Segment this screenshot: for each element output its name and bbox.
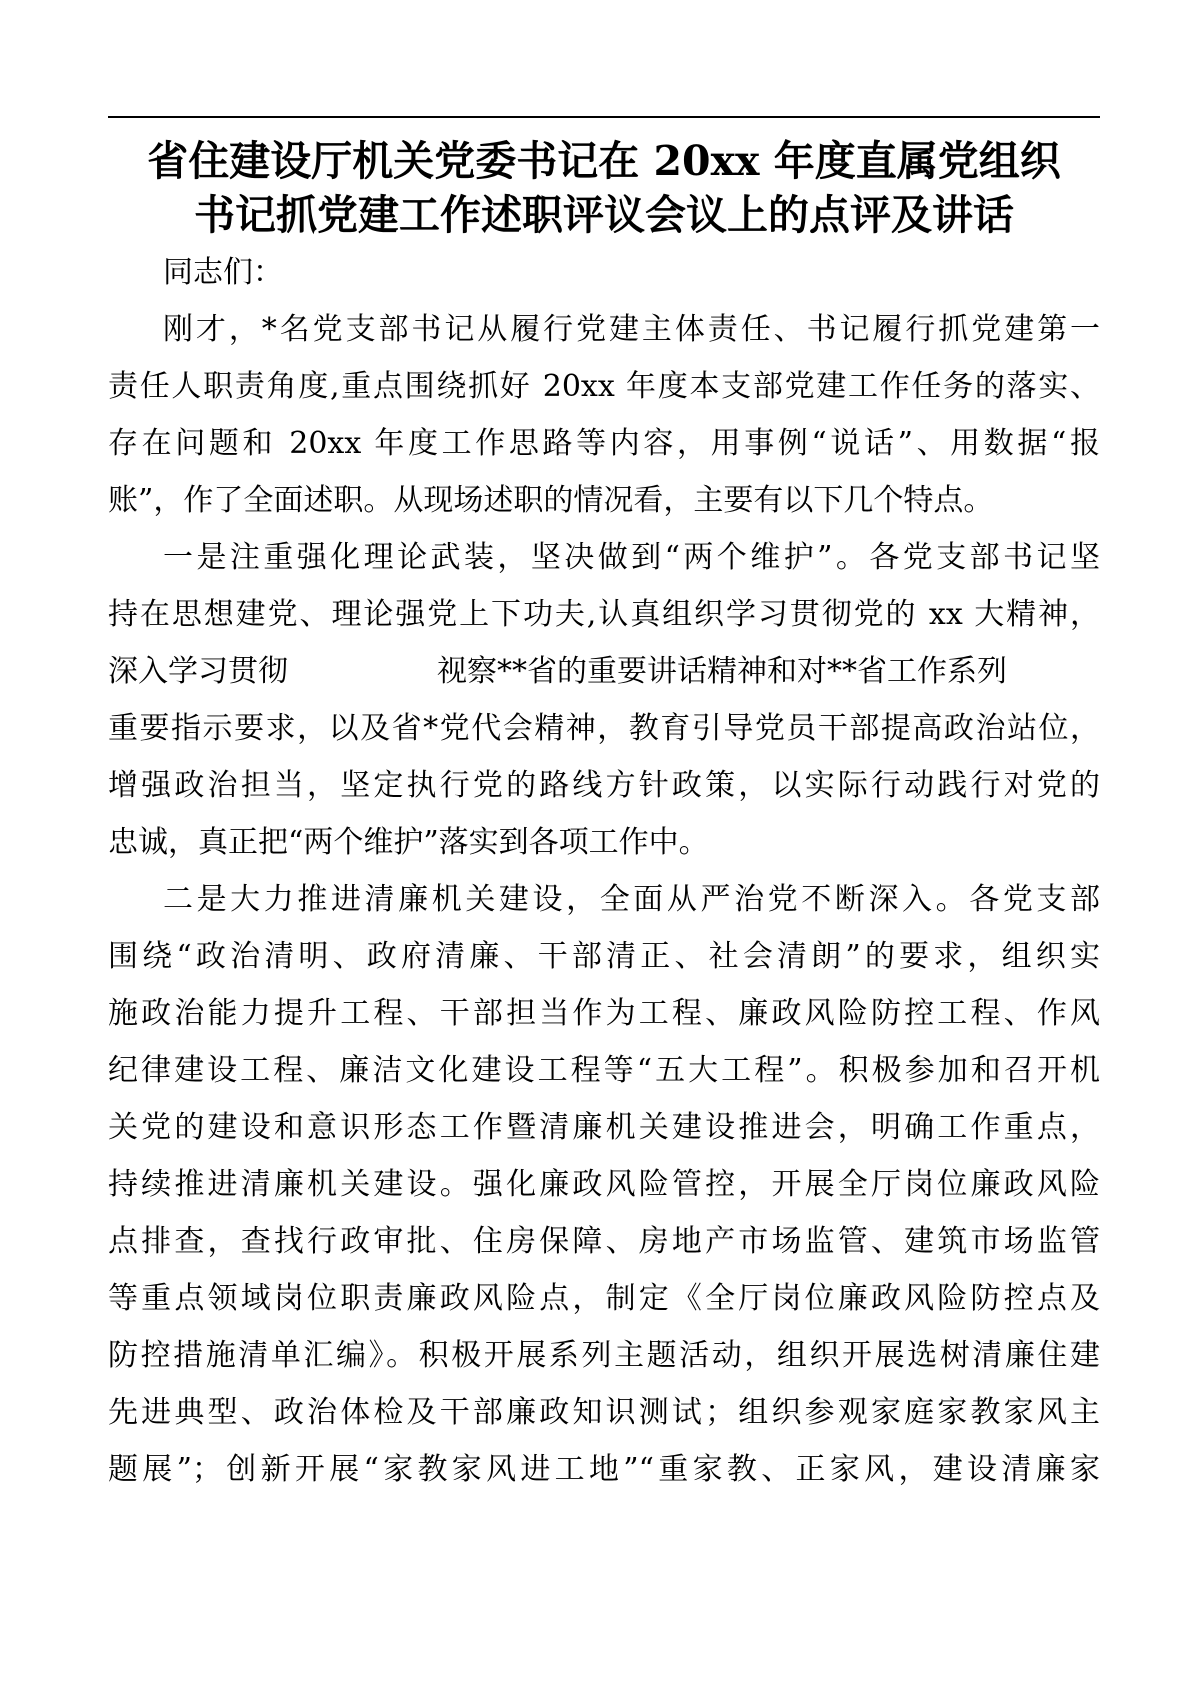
document-title	[100, 134, 1108, 242]
body-line: 纪律建设工程、廉洁文化建设工程等“五大工程”。积极参加和召开机	[108, 1053, 1100, 1088]
body-line: 持在思想建党、理论强党上下功夫,认真组织学习贯彻党的 xx 大精神，	[108, 597, 1100, 632]
body-line: 围绕“政治清明、政府清廉、干部清正、社会清朗”的要求，组织实	[108, 939, 1100, 974]
body-line: 责任人职责角度,重点围绕抓好 20xx 年度本支部党建工作任务的落实、	[108, 369, 1100, 404]
body-line: 点排查，查找行政审批、住房保障、房地产市场监管、建筑市场监管	[108, 1224, 1100, 1259]
salutation: 同志们：	[163, 255, 283, 290]
body-line: 刚才，*名党支部书记从履行党建主体责任、书记履行抓党建第一	[163, 312, 1100, 347]
body-line: 账”，作了全面述职。从现场述职的情况看，主要有以下几个特点。	[108, 483, 994, 518]
body-line: 持续推进清廉机关建设。强化廉政风险管控，开展全厅岗位廉政风险	[108, 1167, 1100, 1202]
body-line: 存在问题和 20xx 年度工作思路等内容，用事例“说话”、用数据“报	[108, 426, 1100, 461]
title-line-1: 省住建设厅机关党委书记在 20xx 年度直属党组织	[147, 137, 1061, 185]
body-line: 防控措施清单汇编》。积极开展系列主题活动，组织开展选树清廉住建	[108, 1338, 1100, 1373]
header-rule	[108, 116, 1100, 118]
title-line-2: 书记抓党建工作述职评议会议上的点评及讲话	[194, 191, 1014, 239]
body-line: 二是大力推进清廉机关建设，全面从严治党不断深入。各党支部	[163, 882, 1100, 917]
body-line: 题展”；创新开展“家教家风进工地”“重家教、正家风，建设清廉家	[108, 1452, 1100, 1487]
body-line: 先进典型、政治体检及干部廉政知识测试；组织参观家庭家教家风主	[108, 1395, 1100, 1430]
body-line: 一是注重强化理论武装，坚决做到“两个维护”。各党支部书记坚	[163, 540, 1100, 575]
document-body	[108, 244, 1100, 1498]
body-line-with-gap	[108, 643, 1100, 700]
body-line: 等重点领域岗位职责廉政风险点，制定《全厅岗位廉政风险防控点及	[108, 1281, 1100, 1316]
body-line: 增强政治担当，坚定执行党的路线方针政策，以实际行动践行对党的	[108, 768, 1100, 803]
body-line: 忠诚，真正把“两个维护”落实到各项工作中。	[108, 825, 709, 860]
body-line-gap-before: 深入学习贯彻	[108, 654, 288, 689]
body-line: 关党的建设和意识形态工作暨清廉机关建设推进会，明确工作重点，	[108, 1110, 1100, 1145]
body-line: 施政治能力提升工程、干部担当作为工程、廉政风险防控工程、作风	[108, 996, 1100, 1031]
body-line-gap-after: 视察**省的重要讲话精神和对**省工作系列	[437, 654, 1007, 689]
body-line: 重要指示要求，以及省*党代会精神，教育引导党员干部提高政治站位，	[108, 711, 1100, 746]
